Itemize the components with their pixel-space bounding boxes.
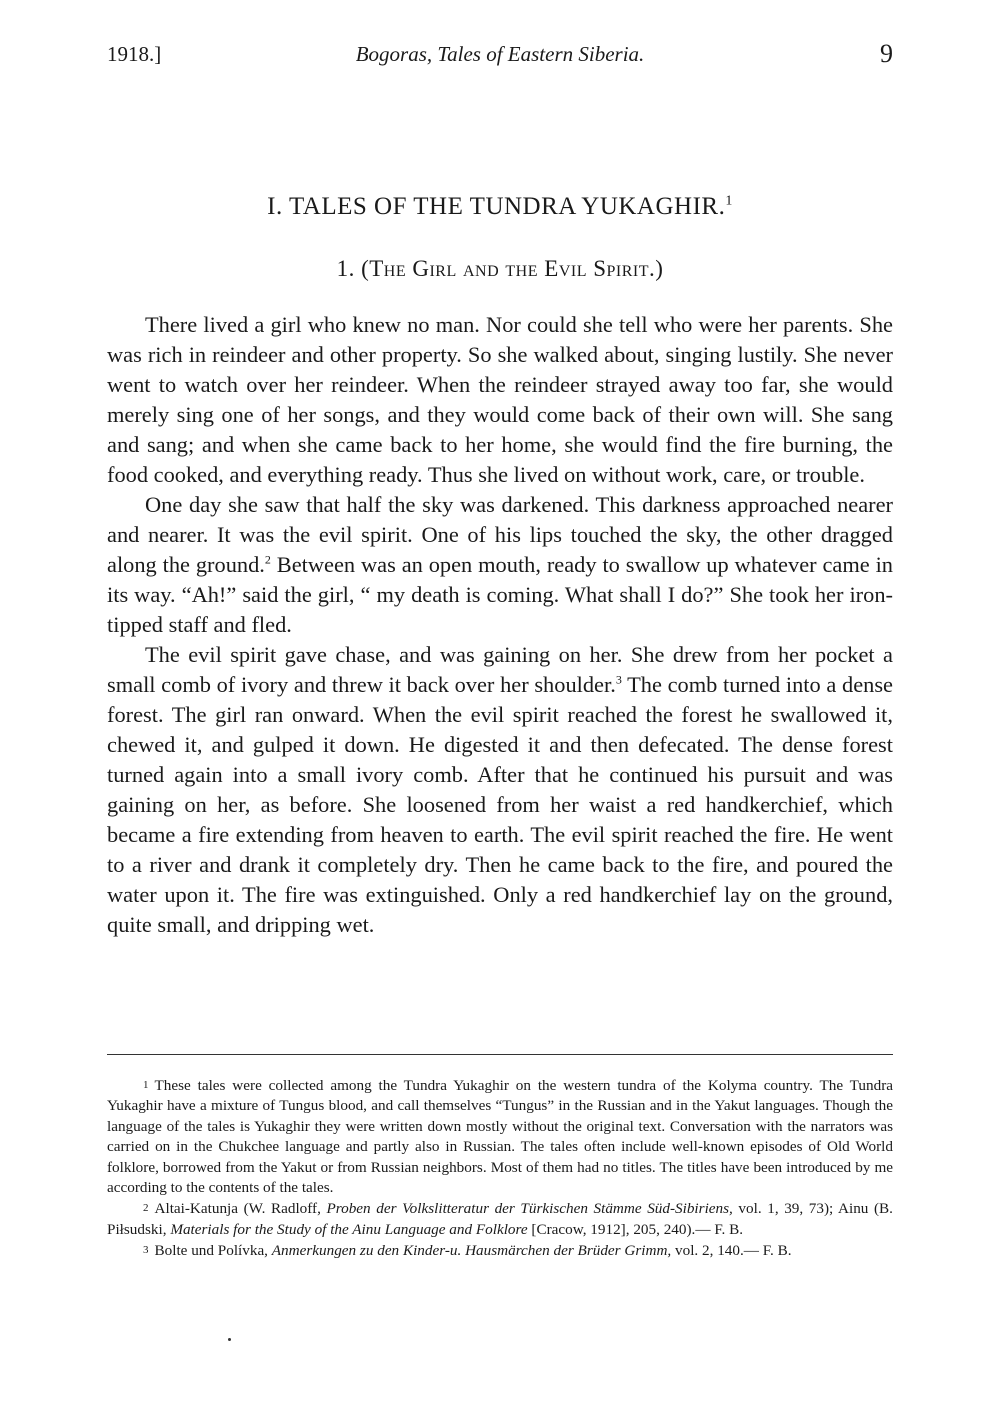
footnote-ref-3: 3 [615, 672, 622, 687]
footnote-3-text-a: Bolte und Polívka, [154, 1242, 272, 1260]
footnote-2-text-a: Altai-Katunja (W. Radloff, [154, 1200, 327, 1218]
chapter-title-text: I. TALES OF THE TUNDRA YUKAGHIR. [267, 193, 726, 220]
story-title: 1. (The Girl and the Evil Spirit.) [336, 256, 664, 281]
footnote-3-number: 3 [143, 1244, 149, 1257]
chapter-title [0, 193, 1000, 221]
paragraph-3-part-2: The comb turned into a dense forest. The girl ran onward. When the evil spirit reached the forest he swallowed it, chewed it, and gulped it down. He digested it and then defecated. The dense forest turned again into a small ivory comb. After that he continued his pursuit and was gaining on her, as before. She loosened from her waist a red handkerchief, which became a fire extending from heaven to earth. The evil spirit reached the fire. He went to a river and drank it completely dry. Then he came back to the fire, and poured the water upon it. The fire was extinguished. Only a red handkerchief lay on the ground, quite small, and dripping wet. [107, 672, 893, 937]
paragraph-3 [107, 640, 893, 940]
footnote-2 [107, 1198, 893, 1240]
body-text [107, 310, 893, 940]
paragraph-2-part-1: One day she saw that half the sky was darkened. This darkness approached nearer and nearer. It was the evil spirit. One of his lips touched the sky, the other dragged along the ground. [107, 492, 893, 577]
footnote-2-citation-2: Materials for the Study of the Ainu Language and Folklore [170, 1220, 528, 1238]
footnote-3 [107, 1240, 893, 1261]
footnote-1 [107, 1075, 893, 1198]
chapter-footnote-ref: 1 [725, 193, 733, 209]
paragraph-1: There lived a girl who knew no man. Nor could she tell who were her parents. She was rich in reindeer and other property. So she walked about, singing lustily. She never went to watch over her reindeer. When the reindeer strayed away too far, she would merely sing one of her songs, and they would come back of their own will. She sang and sang; and when she came back to her home, she would find the fire burning, the food cooked, and everything ready. Thus she lived on without work, care, or trouble. [107, 312, 893, 487]
running-title: Bogoras, Tales of Eastern Siberia. [355, 42, 645, 66]
header-year: 1918.] [107, 42, 162, 66]
footnote-3-citation: Anmerkungen zu den Kinder-u. Hausmärchen der Brüder Grimm, [271, 1242, 672, 1260]
footnote-3-text-b: vol. 2, 140.— F. B. [671, 1242, 792, 1260]
footnotes [107, 1075, 893, 1262]
footnote-1-number: 1 [143, 1079, 149, 1091]
footnote-2-citation-1: Proben der Volkslitteratur der Türkischen Stämme Süd-Sibiriens, [326, 1200, 733, 1218]
page-number: 9 [880, 39, 893, 68]
footnote-2-text-b: vol. 1, 39, 73); Ainu (B. Piłsudski, [107, 1200, 893, 1238]
footnote-ref-2: 2 [264, 552, 271, 567]
running-header [107, 39, 893, 74]
footnote-2-number: 2 [143, 1202, 149, 1215]
footnote-1-text: These tales were collected among the Tundra Yukaghir on the western tundra of the Kolyma country. The Tundra Yukaghir have a mixture of Tungus blood, and call themselves “Tungus” in the Russian and in the Yakut languages. Though the language of the tales is Yukaghir they were written down mostly without the original text. Conversation with the narrators was carried on in the Chukchee language and partly also in Russian. The tales often include well-known episodes of Old World folklore, borrowed from the Yakut or from Russian neighbors. Most of them had no titles. The titles have been introduced by me according to the contents of the tales. [107, 1077, 893, 1197]
print-speck [228, 1338, 231, 1341]
footnote-rule [107, 1054, 893, 1055]
paragraph-2 [107, 490, 893, 640]
footnote-2-text-c: [Cracow, 1912], 205, 240).— F. B. [527, 1220, 744, 1238]
paragraph-3-part-1: The evil spirit gave chase, and was gaining on her. She drew from her pocket a small comb of ivory and threw it back over her shoulder. [107, 642, 893, 697]
paragraph-2-part-2: Between was an open mouth, ready to swallow up whatever came in its way. “Ah!” said the girl, “ my death is coming. What shall I do?” She took her iron-tipped staff and fled. [107, 552, 893, 637]
